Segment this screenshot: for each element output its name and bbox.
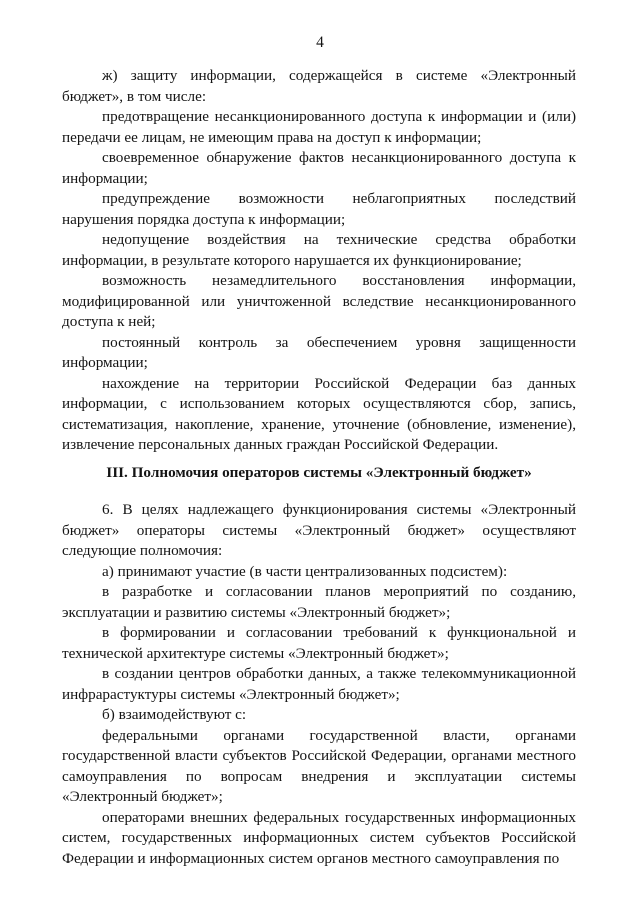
paragraph: операторами внешних федеральных государственных информационных систем, государственных информационных систем субъектов Российской Федерации и информационных систем органов местного самоуправления по: [62, 808, 576, 867]
paragraph: нахождение на территории Российской Федерации баз данных информации, с использованием которых осуществляются сбор, запись, систематизация, накопление, хранение, уточнение (обновление, изменение), извлечение персональных данных граждан Российской Федерации.: [62, 374, 576, 453]
paragraph: своевременное обнаружение фактов несанкционированного доступа к информации;: [62, 149, 576, 187]
paragraph: предупреждение возможности неблагоприятных последствий нарушения порядка доступа к информации;: [62, 190, 576, 228]
paragraph: недопущение воздействия на технические средства обработки информации, в результате которого нарушается их функционирование;: [62, 231, 576, 269]
paragraph: федеральными органами государственной власти, органами государственной власти субъектов Российской Федерации, органами местного самоуправления по вопросам внедрения и эксплуатации системы «Электронный бюджет»;: [62, 726, 576, 805]
section-heading-block: [62, 463, 576, 484]
paragraph: ж) защиту информации, содержащейся в системе «Электронный бюджет», в том числе:: [62, 67, 576, 105]
paragraph: в формировании и согласовании требований к функциональной и технической архитектуре системы «Электронный бюджет»;: [62, 624, 576, 662]
paragraph: б) взаимодействуют с:: [102, 706, 247, 723]
section-3-text-block: [62, 500, 576, 869]
paragraph: постоянный контроль за обеспечением уровня защищенности информации;: [62, 333, 576, 371]
paragraph: возможность незамедлительного восстановления информации, модифицированной или уничтоженной вследствие несанкционированного доступа к ней;: [62, 272, 576, 330]
paragraph: в создании центров обработки данных, а также телекоммуникационной инфрарастуктуры системы «Электронный бюджет»;: [62, 665, 576, 703]
paragraph: 6. В целях надлежащего функционирования системы «Электронный бюджет» операторы системы «Электронный бюджет» осуществляют следующие полномочия:: [62, 501, 576, 559]
paragraph: а) принимают участие (в части централизованных подсистем):: [102, 562, 508, 580]
paragraph: в разработке и согласовании планов мероприятий по созданию, эксплуатации и развитию системы «Электронный бюджет»;: [62, 583, 576, 621]
paragraph: предотвращение несанкционированного доступа к информации и (или) передачи ее лицам, не имеющим права на доступ к информации;: [62, 108, 576, 146]
page-number: 4: [316, 34, 324, 51]
section-heading: III. Полномочия операторов системы «Электронный бюджет»: [106, 464, 532, 481]
clause-zh-text-block: [62, 66, 576, 456]
